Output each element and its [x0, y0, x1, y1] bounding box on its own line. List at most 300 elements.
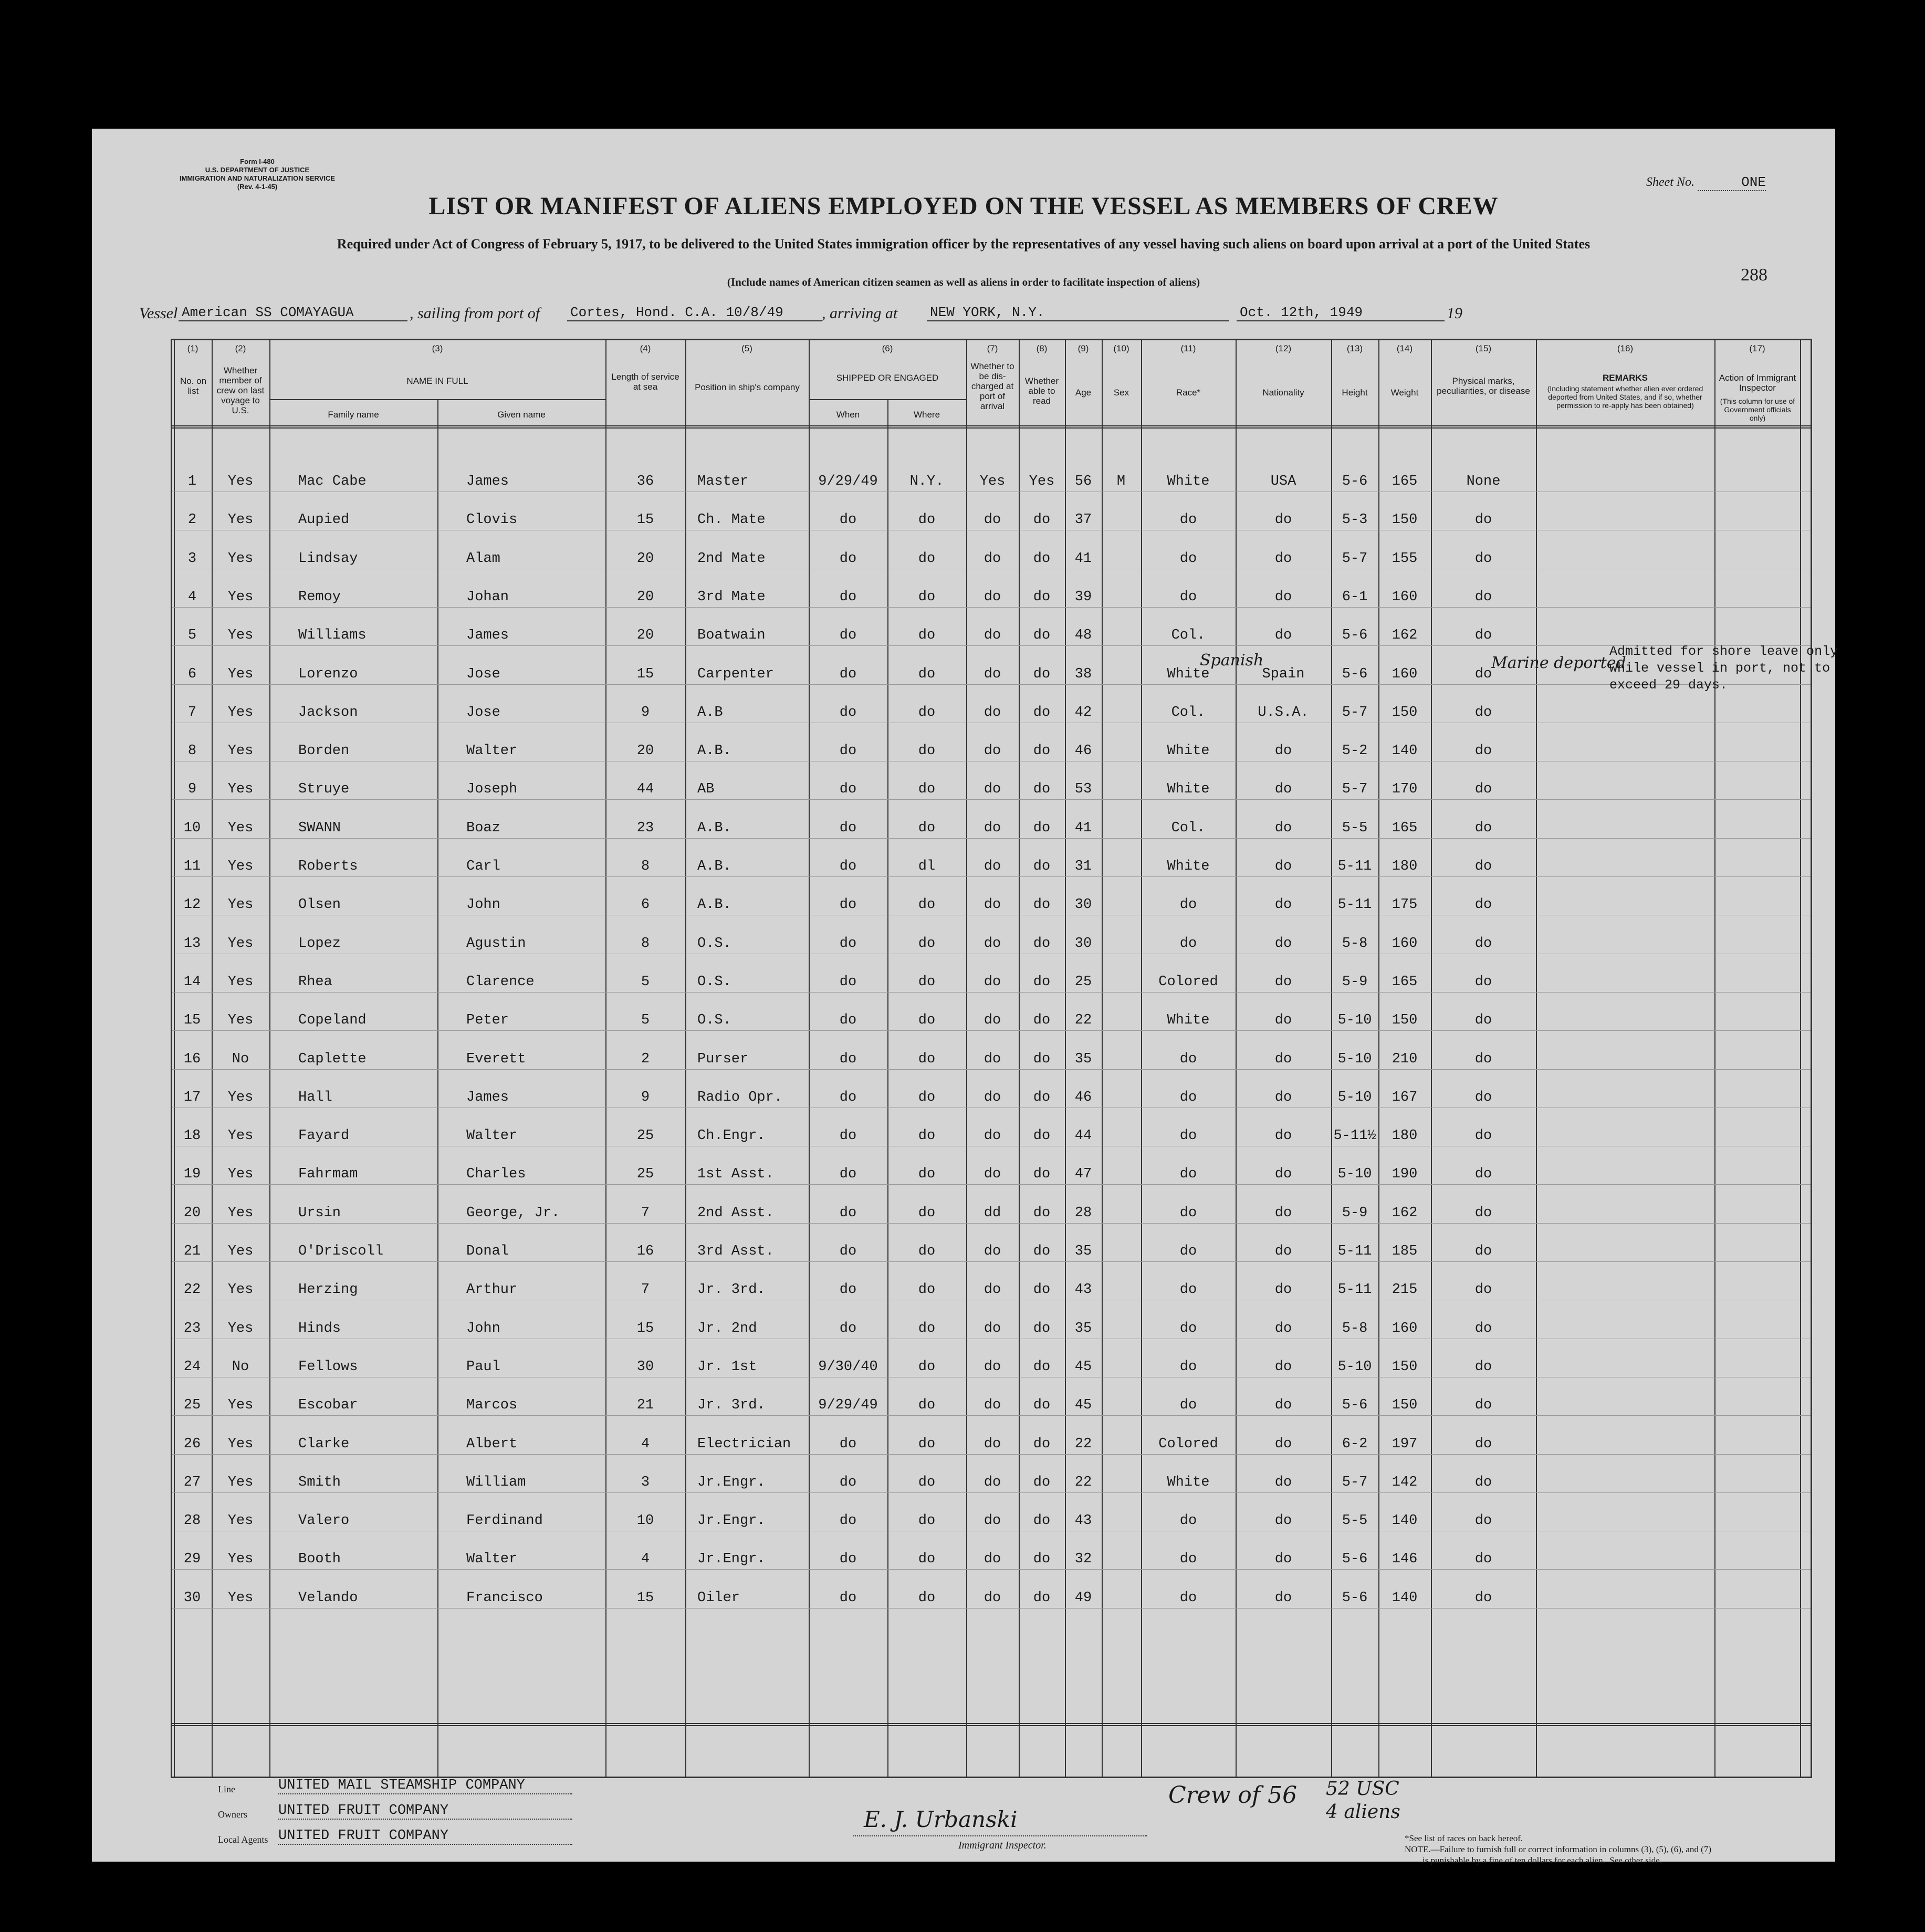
cell-prior-voyage: Yes — [227, 704, 254, 720]
cell-family-name: Caplette — [298, 1051, 367, 1067]
cell-given-name: Jose — [466, 666, 500, 682]
cell-height: 5-5 — [1342, 1513, 1368, 1529]
cell-prior-voyage: Yes — [227, 589, 254, 605]
cell-weight: 162 — [1392, 628, 1418, 644]
cell-position: Master — [697, 474, 749, 489]
cell-shipped-where: do — [918, 781, 936, 798]
cell-age: 44 — [1074, 1128, 1092, 1144]
cell-family-name: Struye — [298, 781, 350, 798]
cell-given-name: Agustin — [466, 935, 526, 952]
cell-shipped-when: do — [839, 974, 857, 990]
cell-number: 29 — [183, 1551, 201, 1568]
remarks-stamp: Admitted for shore leave only while vessel in port, not to exceed 29 days. — [1609, 644, 1838, 693]
cell-height: 5-9 — [1342, 1205, 1368, 1221]
cell-able-to-read: do — [1033, 1436, 1051, 1452]
row-rule — [172, 1184, 1811, 1185]
cell-shipped-where: do — [918, 1513, 936, 1529]
cell-family-name: Copeland — [298, 1012, 367, 1029]
cell-physical-marks: do — [1474, 1436, 1492, 1452]
cell-height: 5-10 — [1337, 1359, 1372, 1375]
cell-able-to-read: do — [1033, 1513, 1051, 1529]
sheet-number-value: ONE — [1698, 174, 1766, 191]
cell-number: 27 — [183, 1474, 201, 1490]
col11-number: (11) — [1180, 343, 1196, 353]
cell-position: A.B. — [697, 859, 731, 874]
cell-shipped-when: 9/29/49 — [818, 474, 878, 489]
col16-number: (16) — [1617, 343, 1634, 353]
cell-age: 49 — [1074, 1590, 1092, 1606]
cell-race: White — [1167, 1474, 1210, 1490]
cell-number: 20 — [183, 1205, 201, 1221]
cell-family-name: Hall — [298, 1089, 332, 1105]
department-name: U.S. DEPARTMENT OF JUSTICE — [205, 166, 310, 174]
cell-able-to-read: do — [1033, 704, 1051, 720]
cell-height: 5-6 — [1342, 1551, 1368, 1568]
cell-physical-marks: do — [1474, 974, 1492, 990]
cell-shipped-when: do — [839, 704, 857, 720]
cell-length-of-service: 4 — [641, 1436, 650, 1452]
cell-physical-marks: do — [1474, 859, 1492, 874]
cell-shipped-when: do — [839, 1513, 857, 1529]
cell-length-of-service: 5 — [641, 1012, 650, 1029]
cell-shipped-where: do — [918, 1051, 936, 1067]
cell-position: A.B — [697, 704, 723, 720]
cell-nationality: U.S.A. — [1258, 704, 1309, 720]
cell-prior-voyage: Yes — [227, 628, 254, 644]
cell-given-name: Clarence — [466, 974, 535, 990]
cell-number: 13 — [183, 935, 201, 952]
row-rule — [172, 645, 1811, 646]
cell-position: Jr. 1st — [697, 1359, 757, 1375]
cell-race: White — [1167, 1012, 1210, 1029]
cell-discharged: do — [984, 1282, 1001, 1298]
cell-able-to-read: do — [1033, 1205, 1051, 1221]
cell-length-of-service: 20 — [636, 628, 654, 644]
cell-discharged: do — [984, 859, 1001, 874]
cell-able-to-read: do — [1033, 897, 1051, 913]
row-rule — [172, 1069, 1811, 1070]
cell-discharged: do — [984, 1513, 1001, 1529]
cell-age: 43 — [1074, 1282, 1092, 1298]
cell-discharged: do — [984, 704, 1001, 720]
cell-physical-marks: do — [1474, 628, 1492, 644]
cell-age: 22 — [1074, 1012, 1092, 1029]
cell-length-of-service: 21 — [636, 1397, 654, 1414]
form-identifier — [173, 158, 341, 191]
inspector-title: Immigrant Inspector. — [958, 1840, 1047, 1851]
cell-age: 48 — [1074, 628, 1092, 644]
cell-height: 5-11 — [1337, 859, 1372, 874]
cell-nationality: do — [1274, 589, 1292, 605]
header-physical-marks: Physical marks, peculiarities, or disease — [1437, 376, 1530, 396]
col9-number: (9) — [1077, 343, 1089, 353]
cell-family-name: Hinds — [298, 1320, 341, 1336]
cell-shipped-when: do — [839, 743, 857, 759]
cell-family-name: Clarke — [298, 1436, 350, 1452]
cell-discharged: do — [984, 1244, 1001, 1259]
cell-discharged: do — [984, 1166, 1001, 1183]
cell-shipped-when: do — [839, 1051, 857, 1067]
cell-height: 5-7 — [1342, 781, 1368, 798]
cell-weight: 165 — [1392, 974, 1418, 990]
cell-family-name: Borden — [298, 743, 350, 759]
cell-nationality: do — [1274, 1397, 1292, 1414]
cell-shipped-when: do — [839, 1474, 857, 1490]
cell-length-of-service: 2 — [641, 1051, 650, 1067]
header-nationality: Nationality — [1262, 388, 1304, 398]
cell-length-of-service: 10 — [636, 1513, 654, 1529]
cell-prior-voyage: Yes — [227, 935, 254, 952]
header-given-name: Given name — [497, 410, 546, 420]
cell-shipped-when: do — [839, 512, 857, 528]
cell-able-to-read: do — [1033, 820, 1051, 836]
row-rule — [172, 607, 1811, 608]
cell-race: do — [1179, 550, 1197, 567]
cell-race: do — [1179, 935, 1197, 952]
arriving-port: NEW YORK, N.Y. — [927, 305, 1229, 321]
cell-number: 7 — [187, 704, 197, 720]
cell-able-to-read: Yes — [1029, 474, 1055, 489]
cell-family-name: Escobar — [298, 1397, 358, 1414]
cell-shipped-where: do — [918, 974, 936, 990]
cell-length-of-service: 6 — [641, 897, 650, 913]
cell-height: 5-8 — [1342, 935, 1368, 952]
header-number-on-list: No. on list — [180, 376, 207, 396]
cell-discharged: Yes — [979, 474, 1006, 489]
sailing-port: Cortes, Hond. C.A. 10/8/49 — [567, 305, 822, 321]
cell-family-name: Lopez — [298, 935, 341, 952]
cell-given-name: James — [466, 628, 509, 644]
cell-height: 5-11 — [1337, 1244, 1372, 1259]
col1-number: (1) — [187, 343, 198, 353]
cell-race: do — [1179, 512, 1197, 528]
cell-race: Col. — [1171, 628, 1206, 644]
cell-number: 2 — [187, 512, 197, 528]
cell-number: 1 — [187, 474, 197, 489]
cell-age: 35 — [1074, 1244, 1092, 1259]
crew-table — [171, 339, 1812, 1778]
row-rule — [172, 1454, 1811, 1455]
cell-family-name: Mac Cabe — [298, 474, 367, 489]
cell-shipped-when: do — [839, 1436, 857, 1452]
cell-shipped-where: do — [918, 1320, 936, 1336]
cell-nationality: do — [1274, 628, 1292, 644]
cell-given-name: Alam — [466, 550, 500, 567]
cell-race: do — [1179, 1089, 1197, 1105]
cell-family-name: Fellows — [298, 1359, 358, 1375]
cell-able-to-read: do — [1033, 1166, 1051, 1183]
cell-physical-marks: do — [1474, 1128, 1492, 1144]
cell-age: 30 — [1074, 897, 1092, 913]
cell-family-name: Smith — [298, 1474, 341, 1490]
cell-nationality: do — [1274, 1244, 1292, 1259]
line-value: UNITED MAIL STEAMSHIP COMPANY — [278, 1778, 572, 1794]
cell-nationality: do — [1274, 1320, 1292, 1336]
cell-number: 4 — [187, 589, 197, 605]
cell-shipped-when: do — [839, 1551, 857, 1568]
cell-discharged: do — [984, 666, 1001, 682]
cell-able-to-read: do — [1033, 1244, 1051, 1259]
cell-physical-marks: do — [1474, 589, 1492, 605]
cell-shipped-where: do — [918, 512, 936, 528]
cell-shipped-when: 9/30/40 — [818, 1359, 878, 1375]
cell-length-of-service: 25 — [636, 1128, 654, 1144]
cell-shipped-where: do — [918, 628, 936, 644]
cell-length-of-service: 25 — [636, 1166, 654, 1183]
cell-position: O.S. — [697, 1012, 731, 1029]
cell-number: 22 — [183, 1282, 201, 1298]
cell-weight: 150 — [1392, 1397, 1418, 1414]
cell-prior-voyage: Yes — [227, 1474, 254, 1490]
cell-shipped-where: do — [918, 1244, 936, 1259]
header-height: Height — [1342, 388, 1368, 398]
cell-height: 5-10 — [1337, 1089, 1372, 1105]
footnote: *See list of races on back hereof. NOTE.—Failure to furnish full or correct information in columns (3), (5), (6), and (7) is punishable by a fine of ten dollars for each alien. See other side. — [1405, 1833, 1711, 1865]
cell-family-name: Valero — [298, 1513, 350, 1529]
cell-shipped-when: do — [839, 820, 857, 836]
cell-shipped-where: do — [918, 1166, 936, 1183]
cell-number: 8 — [187, 743, 197, 759]
col4-number: (4) — [640, 343, 651, 353]
cell-nationality: do — [1274, 1359, 1292, 1375]
cell-able-to-read: do — [1033, 1474, 1051, 1490]
cell-number: 25 — [183, 1397, 201, 1414]
cell-height: 5-7 — [1342, 1474, 1368, 1490]
cell-shipped-where: do — [918, 1359, 936, 1375]
cell-family-name: Herzing — [298, 1282, 358, 1298]
crew-breakdown-note: 52 USC 4 aliens — [1326, 1778, 1400, 1823]
cell-nationality: do — [1274, 974, 1292, 990]
cell-weight: 215 — [1392, 1282, 1418, 1298]
cell-age: 22 — [1074, 1474, 1092, 1490]
cell-given-name: Ferdinand — [466, 1513, 543, 1529]
cell-length-of-service: 30 — [636, 1359, 654, 1375]
cell-prior-voyage: Yes — [227, 474, 254, 489]
cell-family-name: Roberts — [298, 859, 358, 874]
cell-length-of-service: 20 — [636, 550, 654, 567]
cell-family-name: Jackson — [298, 704, 358, 720]
cell-physical-marks: do — [1474, 666, 1492, 682]
header-where: Where — [913, 410, 940, 420]
cell-nationality: do — [1274, 1513, 1292, 1529]
cell-height: 5-10 — [1337, 1012, 1372, 1029]
cell-length-of-service: 9 — [641, 704, 650, 720]
form-number: Form I-480 — [240, 158, 275, 165]
cell-able-to-read: do — [1033, 1128, 1051, 1144]
cell-able-to-read: do — [1033, 781, 1051, 798]
cell-race: do — [1179, 1320, 1197, 1336]
col3-number: (3) — [432, 343, 443, 353]
cell-able-to-read: do — [1033, 1051, 1051, 1067]
col8-number: (8) — [1036, 343, 1048, 353]
cell-race: do — [1179, 897, 1197, 913]
cell-number: 28 — [183, 1513, 201, 1529]
cell-physical-marks: None — [1466, 474, 1501, 489]
inspector-signature: E. J. Urbanski — [864, 1806, 1018, 1832]
cell-position: AB — [697, 781, 715, 798]
header-sex: Sex — [1113, 388, 1129, 398]
cell-nationality: do — [1274, 1166, 1292, 1183]
cell-shipped-when: do — [839, 589, 857, 605]
cell-height: 5-10 — [1337, 1051, 1372, 1067]
cell-family-name: Lindsay — [298, 550, 358, 567]
cell-nationality: do — [1274, 1474, 1292, 1490]
cell-prior-voyage: Yes — [227, 1513, 254, 1529]
service-name: IMMIGRATION AND NATURALIZATION SERVICE — [179, 174, 336, 182]
cell-shipped-where: do — [918, 704, 936, 720]
cell-physical-marks: do — [1474, 935, 1492, 952]
cell-able-to-read: do — [1033, 859, 1051, 874]
cell-length-of-service: 15 — [636, 1590, 654, 1606]
cell-age: 30 — [1074, 935, 1092, 952]
cell-able-to-read: do — [1033, 1551, 1051, 1568]
cell-prior-voyage: No — [232, 1359, 249, 1375]
cell-shipped-when: do — [839, 1205, 857, 1221]
cell-position: Radio Opr. — [697, 1089, 783, 1105]
cell-race: White — [1167, 859, 1210, 874]
handwritten-race-note: Spanish — [1200, 651, 1264, 670]
cell-shipped-where: do — [918, 1282, 936, 1298]
cell-prior-voyage: Yes — [227, 859, 254, 874]
cell-race: do — [1179, 1551, 1197, 1568]
cell-given-name: Peter — [466, 1012, 509, 1029]
col12-number: (12) — [1275, 343, 1292, 353]
cell-shipped-when: do — [839, 1244, 857, 1259]
cell-able-to-read: do — [1033, 1012, 1051, 1029]
cell-prior-voyage: Yes — [227, 1436, 254, 1452]
manifest-sheet — [92, 129, 1838, 1865]
cell-weight: 142 — [1392, 1474, 1418, 1490]
cell-shipped-where: do — [918, 1089, 936, 1105]
cell-weight: 160 — [1392, 1320, 1418, 1336]
cell-given-name: Albert — [466, 1436, 518, 1452]
cell-length-of-service: 23 — [636, 820, 654, 836]
cell-position: Jr.Engr. — [697, 1513, 766, 1529]
cell-family-name: Velando — [298, 1590, 358, 1606]
cell-family-name: Remoy — [298, 589, 341, 605]
cell-physical-marks: do — [1474, 1205, 1492, 1221]
cell-shipped-where: do — [918, 1128, 936, 1144]
cell-weight: 160 — [1392, 935, 1418, 952]
cell-shipped-when: do — [839, 781, 857, 798]
cell-position: Oiler — [697, 1590, 740, 1606]
cell-weight: 150 — [1392, 512, 1418, 528]
cell-age: 46 — [1074, 743, 1092, 759]
cell-age: 22 — [1074, 1436, 1092, 1452]
col6-number: (6) — [882, 343, 893, 353]
cell-physical-marks: do — [1474, 781, 1492, 798]
cell-shipped-when: 9/29/49 — [818, 1397, 878, 1414]
row-rule — [172, 799, 1811, 800]
cell-weight: 175 — [1392, 897, 1418, 913]
cell-race: White — [1167, 474, 1210, 489]
cell-race: White — [1167, 781, 1210, 798]
cell-given-name: Everett — [466, 1051, 526, 1067]
cell-nationality: do — [1274, 1089, 1292, 1105]
header-inspector-action-note: (This column for use of Government officials only) — [1720, 397, 1795, 422]
cell-given-name: Carl — [466, 859, 500, 874]
header-name-in-full: NAME IN FULL — [406, 376, 468, 386]
cell-age: 56 — [1074, 474, 1092, 489]
cell-given-name: George, Jr. — [466, 1205, 560, 1221]
cell-shipped-where: do — [918, 666, 936, 682]
cell-weight: 185 — [1392, 1244, 1418, 1259]
cell-weight: 140 — [1392, 743, 1418, 759]
cell-able-to-read: do — [1033, 589, 1051, 605]
cell-discharged: do — [984, 512, 1001, 528]
cell-given-name: Johan — [466, 589, 509, 605]
cell-able-to-read: do — [1033, 743, 1051, 759]
cell-prior-voyage: Yes — [227, 1320, 254, 1336]
cell-height: 5-6 — [1342, 1590, 1368, 1606]
cell-position: O.S. — [697, 974, 731, 990]
cell-physical-marks: do — [1474, 1282, 1492, 1298]
cell-able-to-read: do — [1033, 512, 1051, 528]
cell-physical-marks: do — [1474, 820, 1492, 836]
header-length-of-service: Length of service at sea — [611, 372, 679, 392]
cell-nationality: do — [1274, 1282, 1292, 1298]
cell-shipped-where: do — [918, 820, 936, 836]
cell-shipped-when: do — [839, 1089, 857, 1105]
line-label: Line — [218, 1784, 235, 1794]
cell-able-to-read: do — [1033, 935, 1051, 952]
cell-position: 1st Asst. — [697, 1166, 774, 1183]
cell-position: Jr.Engr. — [697, 1474, 766, 1490]
cell-number: 24 — [183, 1359, 201, 1375]
cell-given-name: Boaz — [466, 820, 500, 836]
cell-given-name: Paul — [466, 1359, 500, 1375]
cell-weight: 210 — [1392, 1051, 1418, 1067]
cell-position: A.B. — [697, 743, 731, 759]
cell-given-name: Walter — [466, 1551, 518, 1568]
cell-weight: 140 — [1392, 1513, 1418, 1529]
cell-prior-voyage: Yes — [227, 897, 254, 913]
cell-physical-marks: do — [1474, 1590, 1492, 1606]
cell-prior-voyage: Yes — [227, 1089, 254, 1105]
document-note: (Include names of American citizen seamen as well as aliens in order to facilitate inspection of aliens) — [727, 276, 1200, 288]
cell-discharged: do — [984, 1128, 1001, 1144]
cell-shipped-where: do — [918, 1551, 936, 1568]
cell-weight: 160 — [1392, 666, 1418, 682]
cell-race: White — [1167, 666, 1210, 682]
cell-age: 31 — [1074, 859, 1092, 874]
sheet-number — [1646, 174, 1766, 191]
col14-number: (14) — [1396, 343, 1413, 353]
row-rule — [172, 1569, 1811, 1570]
header-prior-voyage: Whether member of crew on last voyage to U.S. — [216, 365, 265, 415]
cell-shipped-where: do — [918, 1397, 936, 1414]
header-family-name: Family name — [328, 410, 379, 420]
local-agents-value: UNITED FRUIT COMPANY — [278, 1828, 572, 1845]
signature-line — [853, 1835, 1147, 1836]
cell-race: Col. — [1171, 820, 1206, 836]
cell-length-of-service: 36 — [636, 474, 654, 489]
header-shipped-or-engaged: SHIPPED OR ENGAGED — [836, 373, 939, 383]
row-rule — [172, 1415, 1811, 1416]
cell-nationality: do — [1274, 1128, 1292, 1144]
cell-number: 18 — [183, 1128, 201, 1144]
cell-height: 5-6 — [1342, 474, 1368, 489]
cell-position: Ch. Mate — [697, 512, 766, 528]
cell-able-to-read: do — [1033, 1089, 1051, 1105]
cell-discharged: do — [984, 781, 1001, 798]
cell-given-name: Joseph — [466, 781, 518, 798]
cell-length-of-service: 3 — [641, 1474, 650, 1490]
handwritten-remarks-note: Marine deported — [1491, 654, 1626, 672]
cell-race: Colored — [1158, 1436, 1218, 1452]
cell-race: do — [1179, 1590, 1197, 1606]
cell-race: do — [1179, 1244, 1197, 1259]
